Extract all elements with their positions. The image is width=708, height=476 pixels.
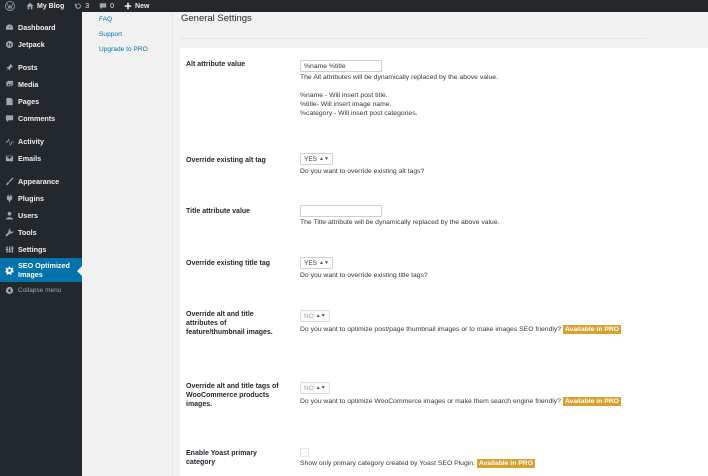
menu-item-tools[interactable] [0, 224, 82, 241]
new-label: New [135, 2, 150, 10]
email-icon [4, 154, 14, 164]
plugin-nav [95, 12, 165, 476]
menu-item-label: Media [18, 80, 39, 89]
menu-item-dashboard[interactable] [0, 19, 82, 36]
brush-icon [4, 177, 14, 187]
settings-icon [4, 245, 14, 255]
upgrade-to-pro-link[interactable]: Upgrade to PRO [99, 46, 148, 53]
menu-item-label: Dashboard [18, 23, 56, 32]
title-divider [181, 38, 646, 39]
menu-item-media[interactable] [0, 76, 82, 93]
menu-item-label: Users [18, 211, 38, 220]
plus-icon [124, 2, 132, 10]
menu-item-label: Posts [18, 63, 38, 72]
help-text-name: %name - Will insert post title. [300, 92, 388, 99]
setting-description: The Title attribute will be dynamically replaced by the above value. [300, 219, 500, 226]
setting-label: Override existing alt tag [186, 157, 266, 164]
yoast-primary-checkbox[interactable] [300, 448, 309, 457]
page-title: General Settings [181, 13, 252, 24]
settings-form [180, 48, 708, 476]
updates-link[interactable] [69, 0, 94, 12]
admin-menu [0, 12, 82, 476]
comment-icon [99, 2, 107, 10]
menu-item-label: Plugins [18, 194, 44, 203]
main-content [173, 12, 708, 476]
override-woocommerce-select[interactable]: NO ▲▼ [300, 382, 330, 394]
setting-description: Show only primary category created by Yoast SEO Plugin. Available in PRO [300, 460, 533, 467]
menu-item-settings[interactable] [0, 241, 82, 258]
menu-item-pages[interactable] [0, 93, 82, 110]
setting-label: Enable Yoast primary category [186, 450, 257, 466]
user-icon [4, 211, 14, 221]
help-text-title: %title- Will insert image name. [300, 101, 392, 108]
setting-description: The Alt attributes will be dynamically replaced by the above value. [300, 74, 498, 81]
plugin-icon [4, 194, 14, 204]
wordpress-logo-icon[interactable] [0, 0, 21, 12]
menu-item-label: Emails [18, 154, 42, 163]
help-text-category: %category - Will insert post categories. [300, 110, 418, 117]
comment-icon [4, 114, 14, 124]
menu-item-label: Activity [18, 137, 44, 146]
jetpack-icon [4, 40, 14, 50]
support-link[interactable]: Support [99, 31, 123, 38]
comments-count: 0 [110, 2, 115, 10]
menu-item-appearance[interactable] [0, 173, 82, 190]
override-title-select[interactable]: YES ▲▼ [300, 257, 333, 269]
menu-item-label: Pages [18, 97, 40, 106]
setting-label: Override alt and title tags of WooCommerce products images. [186, 383, 279, 408]
menu-item-comments[interactable] [0, 110, 82, 127]
select-arrows-icon: ▲▼ [315, 385, 326, 391]
select-arrows-icon: ▲▼ [319, 156, 329, 162]
menu-item-plugins[interactable] [0, 190, 82, 207]
home-icon [26, 2, 34, 10]
setting-label: Override existing title tag [186, 260, 271, 267]
menu-item-posts[interactable] [0, 59, 82, 76]
select-arrows-icon: ▲▼ [319, 260, 329, 266]
override-featured-select[interactable]: NO ▲▼ [300, 310, 330, 322]
select-arrows-icon: ▲▼ [315, 313, 326, 319]
menu-item-label: SEO Optimized Images [18, 261, 70, 279]
admin-bar [0, 0, 708, 12]
media-icon [4, 80, 14, 90]
title-attribute-input[interactable] [300, 205, 382, 217]
available-in-pro-badge: Available in PRO [478, 460, 533, 467]
override-alt-select[interactable]: YES ▲▼ [300, 153, 333, 165]
menu-item-users[interactable] [0, 207, 82, 224]
collapse-icon [4, 286, 14, 296]
setting-description: Do you want to override existing title tags? [300, 272, 428, 279]
menu-item-label: Comments [18, 114, 56, 123]
activity-icon [4, 137, 14, 147]
gear-icon [4, 265, 14, 275]
setting-label: Title attribute value [186, 208, 251, 215]
setting-description: Do you want to optimize post/page thumbnail images or to make images SEO friendly? Available in PRO [300, 326, 620, 333]
menu-item-emails[interactable] [0, 150, 82, 167]
menu-item-seo-optimized-images[interactable] [0, 258, 82, 282]
collapse-menu-label: Collapse menu [18, 287, 62, 294]
menu-item-jetpack[interactable] [0, 36, 82, 53]
menu-item-activity[interactable] [0, 133, 82, 150]
available-in-pro-badge: Available in PRO [564, 326, 620, 333]
setting-label: Override alt and title attributes of feature/thumbnail images. [186, 311, 273, 336]
updates-count: 3 [85, 2, 90, 10]
refresh-icon [74, 2, 82, 10]
collapse-menu-button[interactable] [0, 282, 82, 299]
menu-item-label: Tools [18, 228, 37, 237]
pin-icon [4, 63, 14, 73]
menu-item-label: Jetpack [18, 40, 45, 49]
menu-item-label: Settings [18, 245, 47, 254]
dashboard-icon [4, 23, 14, 33]
faq-link[interactable]: FAQ [99, 16, 113, 23]
new-content-link[interactable] [119, 0, 154, 12]
setting-label: Alt attribute value [186, 61, 246, 68]
setting-description: Do you want to override existing alt tags? [300, 168, 425, 175]
alt-attribute-input[interactable] [300, 60, 382, 72]
wrench-icon [4, 228, 14, 238]
site-name: My Blog [37, 2, 65, 10]
menu-item-label: Appearance [18, 177, 60, 186]
comments-link[interactable] [94, 0, 119, 12]
pages-icon [4, 97, 14, 107]
available-in-pro-badge: Available in PRO [564, 398, 619, 405]
setting-description: Do you want to optimize WooCommerce images or make them search engine friendly? Available in PRO [300, 398, 619, 405]
site-name-link[interactable] [21, 0, 69, 12]
